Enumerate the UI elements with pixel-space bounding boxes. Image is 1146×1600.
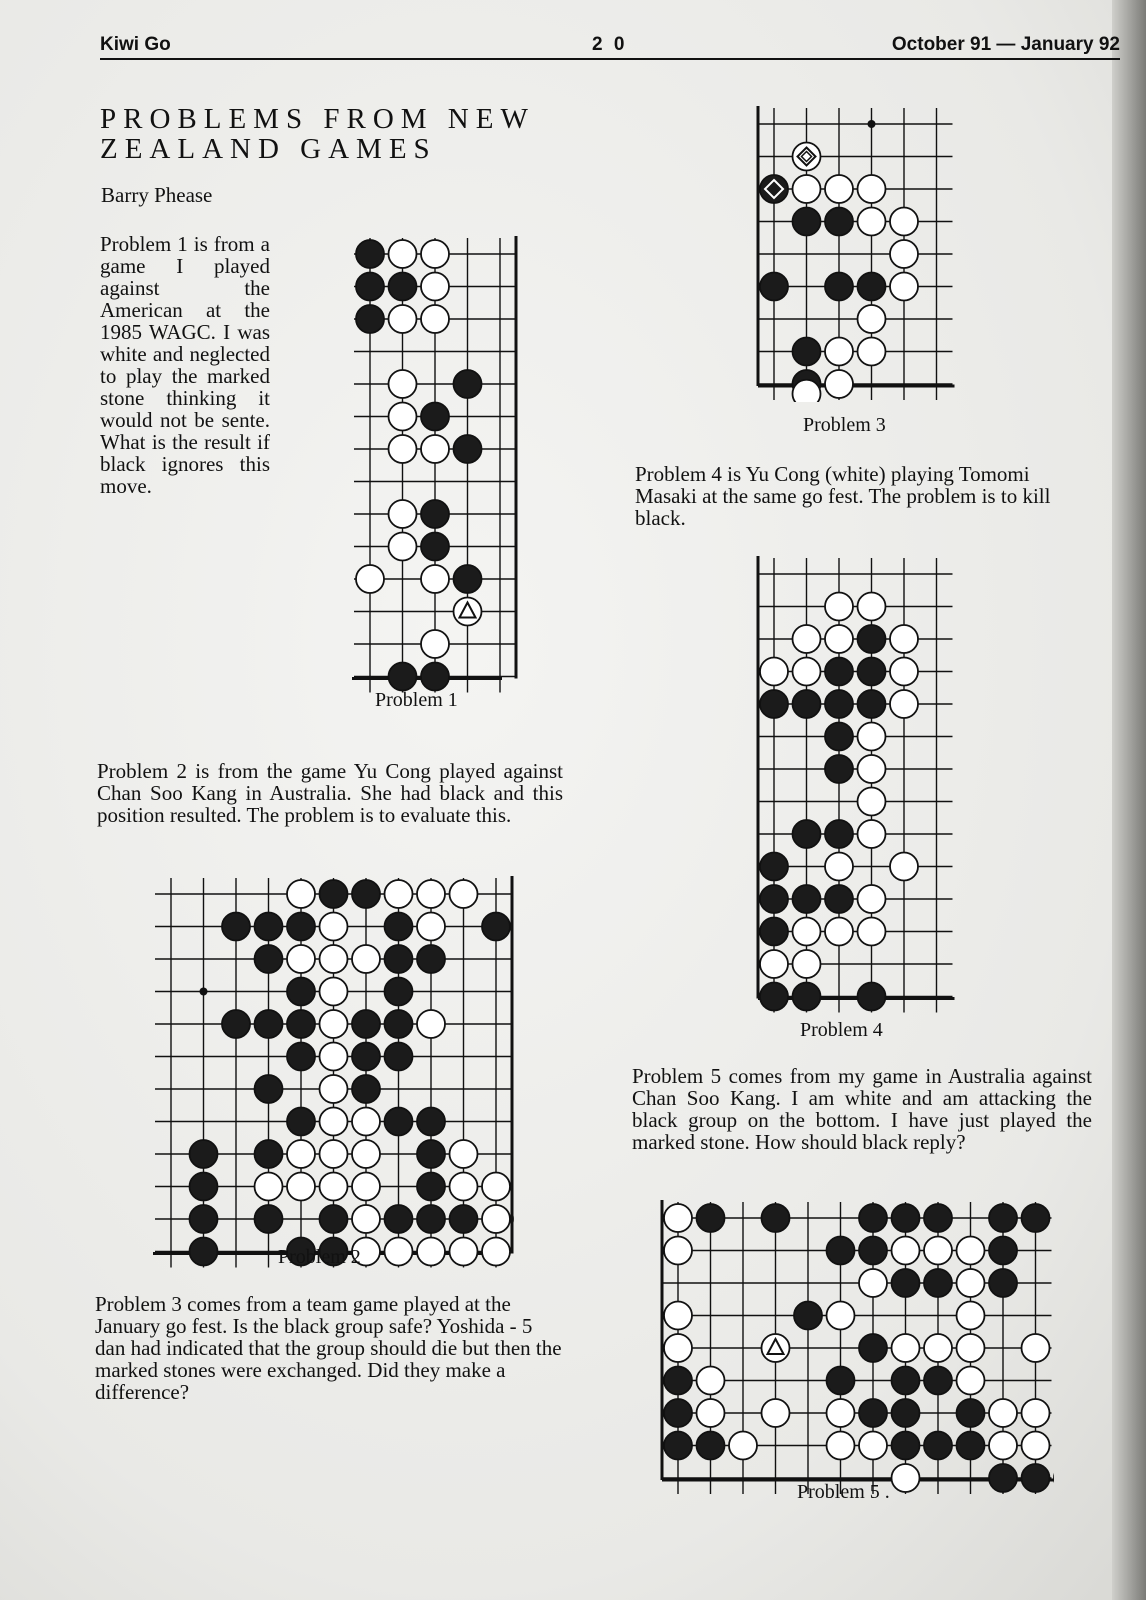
white-stone [858,788,886,816]
black-stone [664,1367,692,1395]
white-stone [890,208,918,236]
title-line-1: PROBLEMS FROM NEW [100,103,535,135]
white-stone [957,1237,985,1265]
black-stone [352,880,380,908]
white-stone [924,1334,952,1362]
white-stone [858,208,886,236]
white-stone [957,1269,985,1297]
white-stone [320,913,348,941]
white-stone [858,755,886,783]
white-stone [421,435,449,463]
black-stone [421,403,449,431]
black-stone [859,1204,887,1232]
white-stone [858,885,886,913]
black-stone [385,945,413,973]
go-diagram-problem-3 [756,106,955,402]
black-stone [287,1108,315,1136]
black-stone [760,918,788,946]
white-stone [793,950,821,978]
white-stone [320,1075,348,1103]
white-stone [859,1432,887,1460]
black-stone [450,1205,478,1233]
black-stone [255,1075,283,1103]
white-stone [352,1108,380,1136]
black-stone [255,913,283,941]
white-stone [417,913,445,941]
black-stone [892,1269,920,1297]
black-stone [417,1108,445,1136]
white-stone [352,1140,380,1168]
go-diagram-problem-5 [660,1200,1054,1496]
white-stone [697,1399,725,1427]
black-stone [287,978,315,1006]
black-stone [454,435,482,463]
white-stone [664,1302,692,1330]
white-stone [664,1237,692,1265]
black-stone [356,240,384,268]
white-stone [892,1464,920,1492]
black-stone [794,1302,822,1330]
white-stone [389,500,417,528]
white-stone [389,435,417,463]
white-stone [858,338,886,366]
black-stone [454,565,482,593]
white-stone [352,1205,380,1233]
black-stone [385,913,413,941]
black-stone [222,1010,250,1038]
black-stone [924,1432,952,1460]
black-stone [385,1108,413,1136]
white-stone [389,240,417,268]
white-stone [389,533,417,561]
black-stone [190,1173,218,1201]
white-stone [450,1140,478,1168]
go-diagram-problem-1 [352,236,518,695]
black-stone [320,880,348,908]
white-stone [320,945,348,973]
white-stone [858,175,886,203]
paragraph-problem-5: Problem 5 comes from my game in Australia against Chan Soo Kang. I am white and am attacking the black group on the bottom. I have just played the marked stone. How should black reply? [632,1064,1092,1154]
white-stone [858,723,886,751]
white-stone [450,880,478,908]
hoshi-point [200,988,208,996]
white-stone [793,625,821,653]
black-stone [989,1204,1017,1232]
white-stone [827,1432,855,1460]
black-stone [664,1399,692,1427]
caption-problem-2: Problem 2 [278,1246,361,1268]
black-stone [482,913,510,941]
author-byline: Barry Phease [101,183,213,207]
black-stone [389,663,417,691]
black-stone [417,945,445,973]
white-stone [320,1108,348,1136]
white-stone [825,853,853,881]
caption-problem-4: Problem 4 [800,1019,883,1041]
black-stone [190,1140,218,1168]
white-stone [287,880,315,908]
white-stone [793,175,821,203]
black-stone [892,1399,920,1427]
black-stone [892,1367,920,1395]
black-stone [859,1399,887,1427]
black-stone [793,885,821,913]
white-stone [890,690,918,718]
black-stone [190,1238,218,1266]
white-stone [389,403,417,431]
white-stone [827,1302,855,1330]
white-stone [793,918,821,946]
black-stone [255,1205,283,1233]
white-stone [417,1010,445,1038]
white-stone [989,1432,1017,1460]
black-stone [222,913,250,941]
caption-problem-3: Problem 3 [803,414,886,436]
black-stone [827,1367,855,1395]
white-stone [389,370,417,398]
black-stone [664,1432,692,1460]
black-stone [697,1432,725,1460]
black-stone [825,755,853,783]
white-stone [482,1173,510,1201]
white-stone [320,1010,348,1038]
black-stone [762,1204,790,1232]
caption-problem-1: Problem 1 [375,689,458,711]
black-stone [793,208,821,236]
black-stone [417,1205,445,1233]
white-stone [825,175,853,203]
black-stone [825,273,853,301]
black-stone [825,723,853,751]
black-stone [924,1367,952,1395]
black-stone [760,690,788,718]
page-number: 2 0 [592,34,628,55]
black-stone [858,983,886,1011]
white-stone [482,1238,510,1266]
white-stone [255,1173,283,1201]
white-stone [450,1173,478,1201]
white-stone [957,1302,985,1330]
black-stone [859,1334,887,1362]
black-stone [989,1237,1017,1265]
white-stone [421,305,449,333]
black-stone [760,983,788,1011]
black-stone [760,885,788,913]
white-stone [450,1238,478,1266]
header-rule [100,58,1120,60]
black-stone [352,1043,380,1071]
white-stone [957,1334,985,1362]
white-stone [320,1043,348,1071]
go-diagram-problem-2 [153,876,514,1270]
black-stone [825,690,853,718]
caption-problem-5: Problem 5 . [797,1481,890,1503]
hoshi-point [868,120,876,128]
article-title [100,104,535,164]
board-grid [758,556,955,1013]
white-stone [320,1140,348,1168]
white-stone [421,273,449,301]
black-stone [825,658,853,686]
white-stone [729,1432,757,1460]
black-stone [957,1399,985,1427]
black-stone [255,1140,283,1168]
board-grid [758,106,955,400]
black-stone [697,1204,725,1232]
white-stone [352,945,380,973]
white-stone [989,1399,1017,1427]
white-stone [825,593,853,621]
white-stone [1022,1334,1050,1362]
black-stone [858,273,886,301]
white-stone [859,1269,887,1297]
white-stone [890,853,918,881]
black-stone [793,338,821,366]
running-header [100,34,1120,62]
black-stone [287,913,315,941]
white-stone [385,1238,413,1266]
black-stone [793,820,821,848]
black-stone [892,1432,920,1460]
white-stone [320,978,348,1006]
black-stone [827,1237,855,1265]
white-stone [421,565,449,593]
black-stone [352,1010,380,1038]
black-stone [859,1237,887,1265]
white-stone [957,1367,985,1395]
black-stone [385,1010,413,1038]
white-stone [825,338,853,366]
white-stone [858,820,886,848]
white-stone [417,880,445,908]
black-stone [389,273,417,301]
black-stone [417,1140,445,1168]
white-stone [287,945,315,973]
paragraph-problem-1: Problem 1 is from a game I played against the American at the 1985 WAGC. I was white and neglected to play the marked stone thinking it would not be sente. What is the result if black ignores this move. [100,232,270,498]
black-stone [858,690,886,718]
white-stone [697,1367,725,1395]
white-stone [890,625,918,653]
white-stone [664,1334,692,1362]
white-stone [1022,1432,1050,1460]
white-stone [762,1399,790,1427]
black-stone [385,978,413,1006]
white-stone [890,658,918,686]
black-stone [356,273,384,301]
white-stone [389,305,417,333]
white-stone [827,1399,855,1427]
black-stone [957,1432,985,1460]
title-line-2: ZEALAND GAMES [100,133,437,165]
white-stone [320,1173,348,1201]
paragraph-problem-2: Problem 2 is from the game Yu Cong played against Chan Soo Kang in Australia. She had black and this position resulted. The problem is to evaluate this. [97,759,563,827]
white-stone [1022,1399,1050,1427]
white-stone [892,1237,920,1265]
black-stone [190,1205,218,1233]
white-stone [287,1173,315,1201]
paragraph-problem-4: Problem 4 is Yu Cong (white) playing Tomomi Masaki at the same go fest. The problem is to kill black. [635,462,1051,530]
black-stone [454,370,482,398]
black-stone [793,983,821,1011]
black-stone [385,1205,413,1233]
black-stone [421,663,449,691]
white-stone [858,593,886,621]
book-spine-shadow [1112,0,1146,1600]
black-stone [989,1269,1017,1297]
black-stone [825,208,853,236]
black-stone [858,658,886,686]
black-stone [320,1205,348,1233]
black-stone [760,273,788,301]
black-stone [287,1043,315,1071]
white-stone [793,380,821,402]
black-stone [924,1204,952,1232]
black-stone [287,1010,315,1038]
black-stone [421,500,449,528]
black-stone [760,853,788,881]
white-stone [760,658,788,686]
black-stone [825,820,853,848]
white-stone [825,370,853,398]
black-stone [892,1204,920,1232]
white-stone [890,273,918,301]
black-stone [356,305,384,333]
white-stone [356,565,384,593]
white-stone [858,918,886,946]
black-stone [421,533,449,561]
white-stone [287,1140,315,1168]
black-stone [417,1173,445,1201]
black-stone [352,1075,380,1103]
white-stone [825,918,853,946]
black-stone [1022,1464,1050,1492]
white-stone [858,305,886,333]
white-stone [793,658,821,686]
white-stone [352,1173,380,1201]
white-stone [385,880,413,908]
white-stone [421,630,449,658]
black-stone [858,625,886,653]
black-stone [989,1464,1017,1492]
black-stone [385,1043,413,1071]
white-stone [892,1334,920,1362]
publication-name: Kiwi Go [100,34,171,55]
black-stone [255,1010,283,1038]
white-stone [760,950,788,978]
white-stone [890,240,918,268]
black-stone [1022,1204,1050,1232]
issue-date: October 91 — January 92 [891,34,1120,55]
white-stone [482,1205,510,1233]
white-stone [664,1204,692,1232]
white-stone [421,240,449,268]
paragraph-problem-3: Problem 3 comes from a team game played at the January go fest. Is the black group safe? Yoshida - 5 dan had indicated that the group should die but then the marked stones were exchanged. Did they make a difference? [95,1292,562,1404]
black-stone [793,690,821,718]
black-stone [924,1269,952,1297]
go-diagram-problem-4 [756,556,955,1015]
white-stone [417,1238,445,1266]
white-stone [825,625,853,653]
black-stone [825,885,853,913]
black-stone [255,945,283,973]
white-stone [924,1237,952,1265]
